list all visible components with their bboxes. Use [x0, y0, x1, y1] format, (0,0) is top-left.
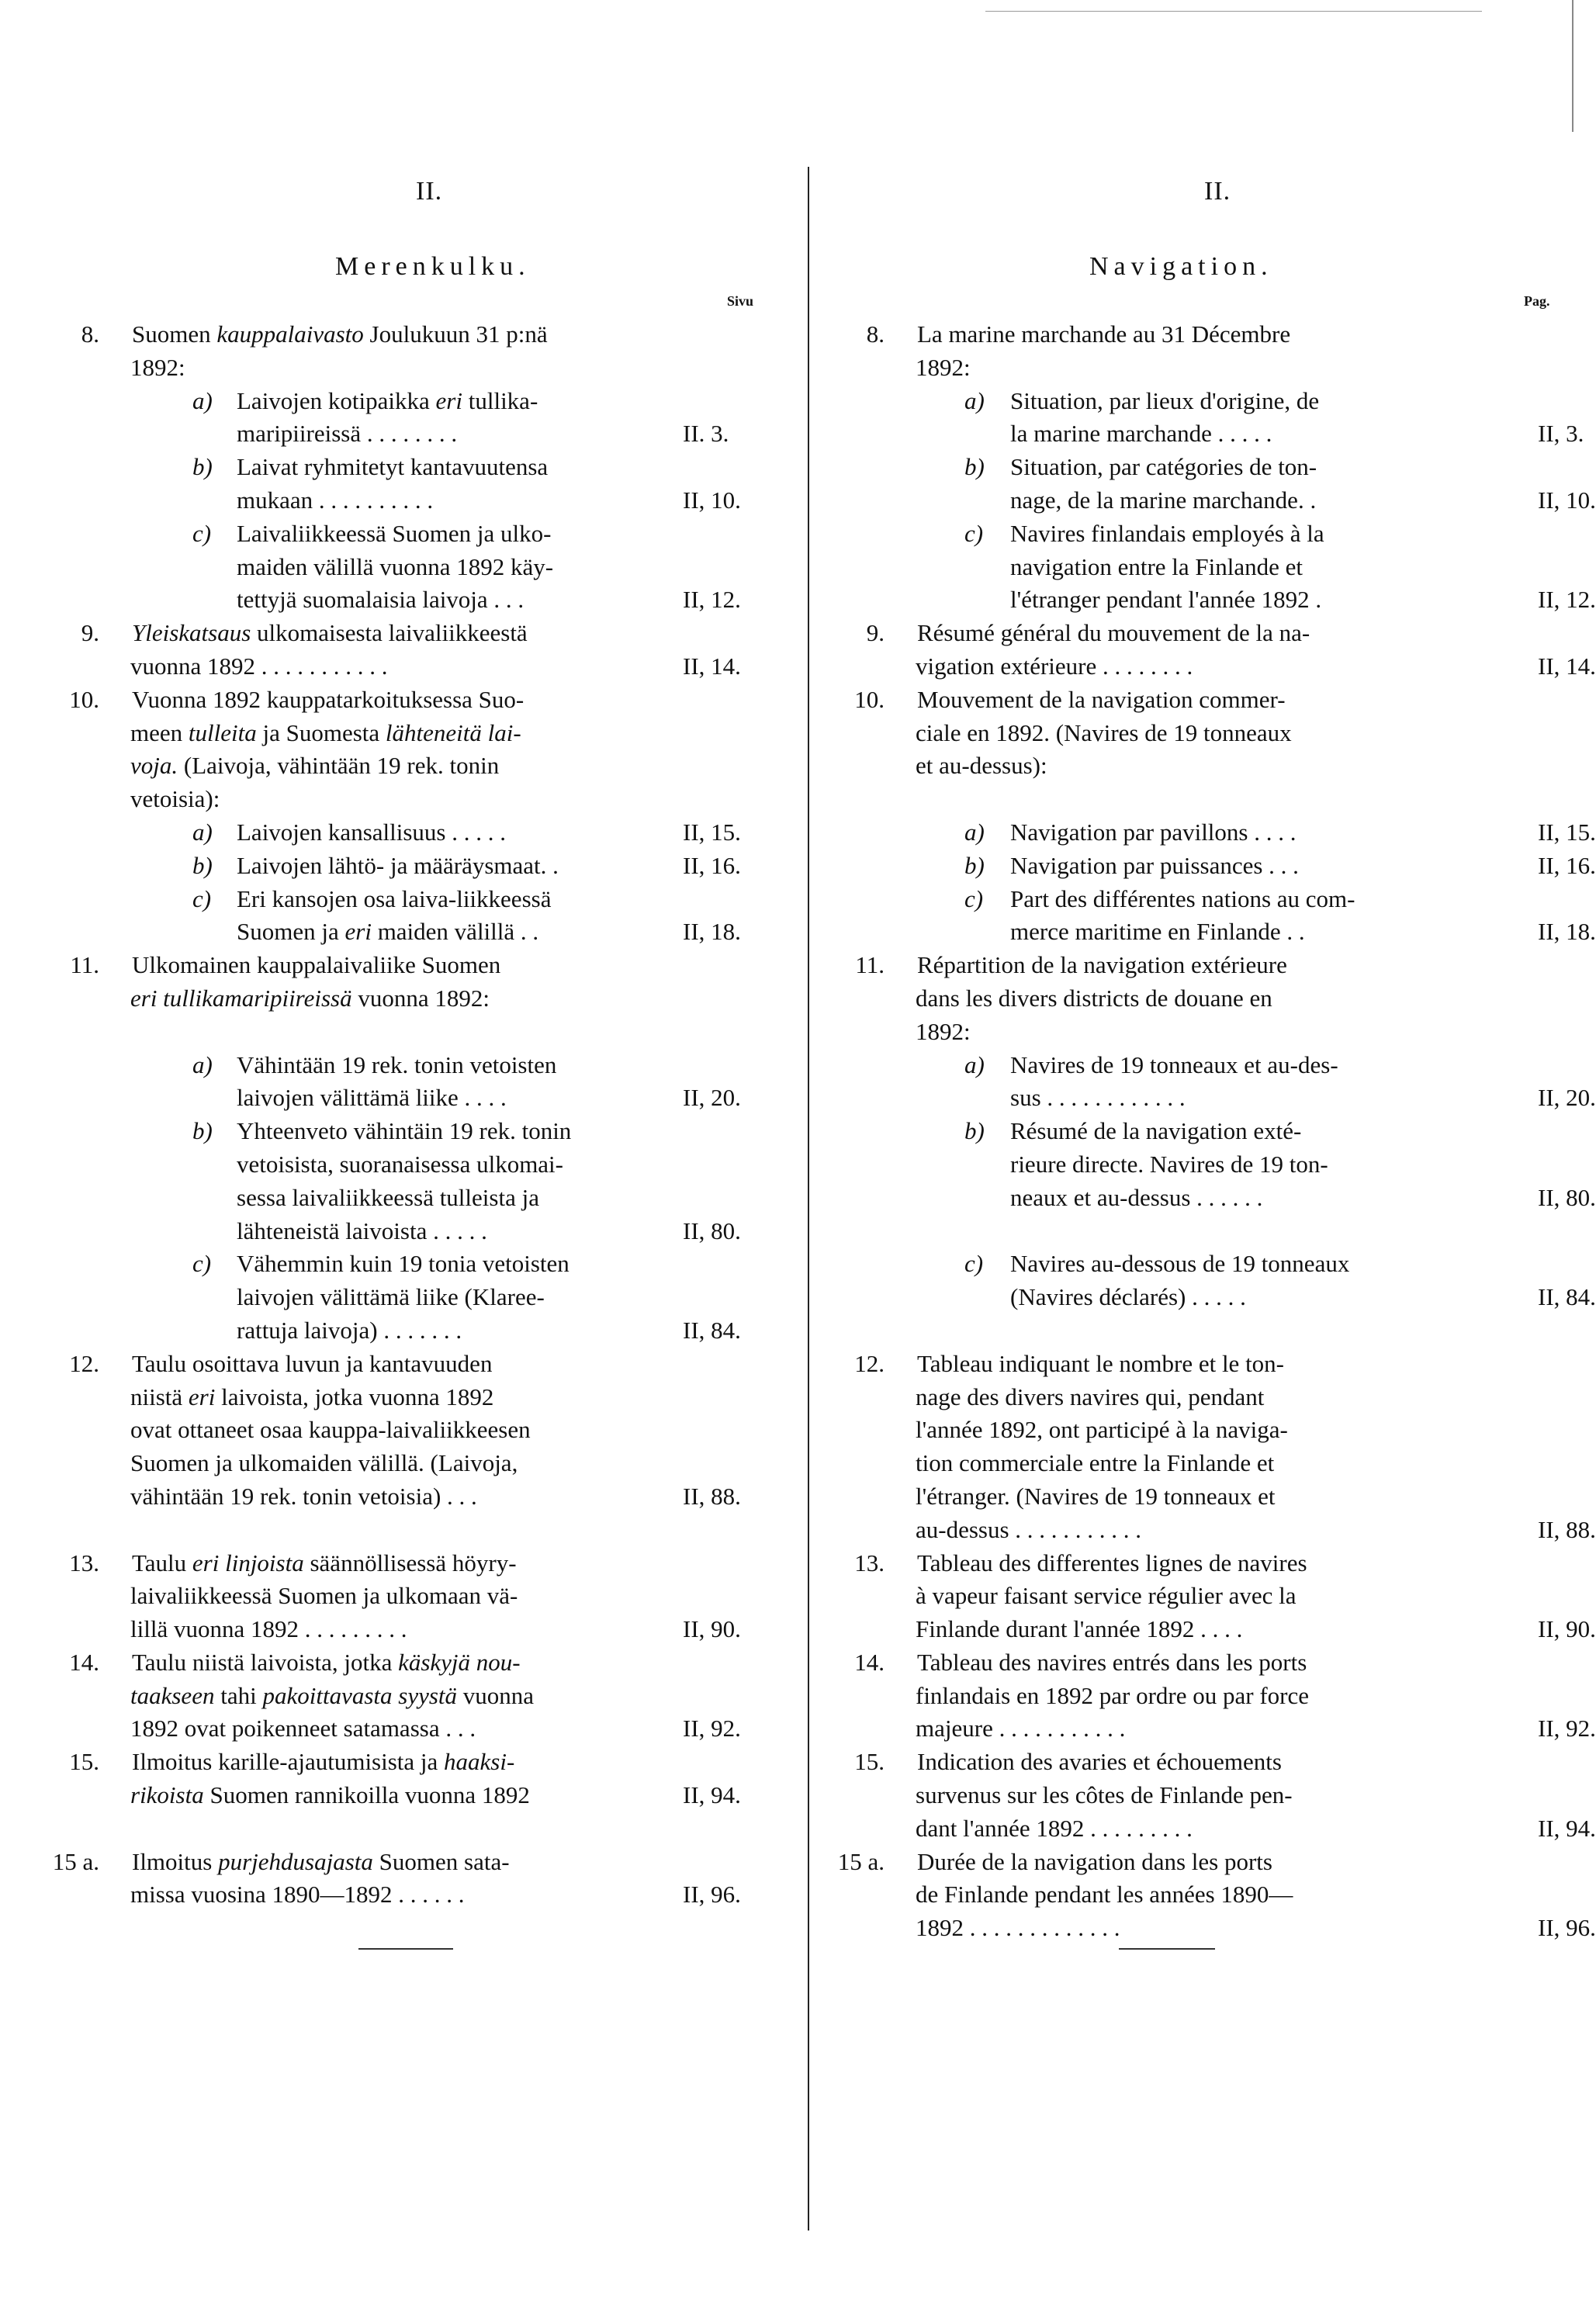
page-reference: II, 12. [683, 586, 741, 614]
entry-text-line: Résumé de la navigation exté- [1010, 1117, 1302, 1145]
toc-entry [807, 1646, 1596, 1746]
entry-text-line: Durée de la navigation dans les ports [917, 1847, 1272, 1875]
entry-text-line: niistä eri laivoista, jotka vuonna 1892 [130, 1383, 494, 1410]
page-reference: II, 20. [683, 1084, 741, 1112]
subentry-letter: a) [192, 1050, 213, 1078]
entry-text-line: rattuja laivoja) . . . . . . . [237, 1316, 462, 1344]
end-rule [358, 1948, 453, 1950]
toc-entry [0, 1248, 807, 1347]
toc-entry [0, 1846, 807, 1912]
toc-entry [807, 684, 1578, 783]
entry-text-line: eri tullikamaripiireissä vuonna 1892: [130, 984, 490, 1012]
entry-number: 12. [69, 1349, 99, 1377]
toc-entry [0, 684, 807, 816]
page-reference: II, 92. [1538, 1715, 1596, 1743]
subentry-letter: c) [192, 884, 212, 912]
entry-text-line: au-dessus . . . . . . . . . . . [916, 1515, 1142, 1543]
entry-text-line: tion commerciale entre la Finlande et [916, 1449, 1275, 1477]
page-reference: II, 3. [1538, 420, 1584, 448]
subentry-letter: a) [964, 386, 985, 414]
entry-text-line: Taulu osoittava luvun ja kantavuuden [132, 1349, 493, 1377]
entry-text-line: Laivaliikkeessä Suomen ja ulko- [237, 519, 552, 547]
entry-number: 15 a. [52, 1847, 99, 1875]
section-heading: Merenkulku. [335, 252, 531, 281]
spacer [0, 1016, 807, 1049]
subentry-letter: b) [192, 1117, 213, 1145]
toc-entry [0, 451, 807, 517]
entry-text-line: Situation, par catégories de ton- [1010, 453, 1317, 481]
entry-text-line: merce maritime en Finlande . . [1010, 918, 1305, 946]
entry-text-line: dant l'année 1892 . . . . . . . . . [916, 1814, 1193, 1842]
page-reference: II, 16. [1538, 851, 1596, 879]
entry-number: 13. [854, 1549, 885, 1576]
entry-text-line: sessa laivaliikkeessä tulleista ja [237, 1183, 539, 1211]
end-rule [1119, 1948, 1215, 1950]
entry-text-line: maiden välillä vuonna 1892 käy- [237, 552, 554, 580]
entry-text-line: Résumé général du mouvement de la na- [917, 619, 1310, 647]
scan-edge-line [985, 11, 1482, 12]
entry-text-line: Tableau indiquant le nombre et le ton- [917, 1349, 1285, 1377]
toc-entry [0, 1746, 807, 1812]
entry-text-line: laivojen välittämä liike . . . . [237, 1084, 507, 1112]
toc-entry [807, 1846, 1596, 1945]
entry-number: 11. [855, 951, 885, 979]
entry-text-line: Répartition de la navigation extérieure [917, 951, 1287, 979]
entry-text-line: Navigation par pavillons . . . . [1010, 818, 1297, 846]
entry-text-line: rieure directe. Navires de 19 ton- [1010, 1150, 1328, 1178]
entry-number: 10. [69, 685, 99, 713]
entry-text-line: Indication des avaries et échouements [917, 1748, 1282, 1776]
page-reference: II, 88. [683, 1482, 741, 1510]
spacer [0, 1514, 807, 1547]
entry-text-line: Laivat ryhmitetyt kantavuutensa [237, 453, 549, 481]
toc-entry [0, 1049, 807, 1116]
subentry-letter: a) [964, 818, 985, 846]
page-reference: II, 16. [683, 851, 741, 879]
entry-text-line: Navires finlandais employés à la [1010, 519, 1324, 547]
entry-text-line: neaux et au-dessus . . . . . . [1010, 1183, 1263, 1211]
toc-entry [807, 816, 1596, 850]
entry-text-line: Vuonna 1892 kauppatarkoituksessa Suo- [132, 685, 524, 713]
page-reference: II, 96. [683, 1881, 741, 1909]
entry-text-line: Tableau des differentes lignes de navires [917, 1549, 1307, 1576]
entry-text-line: rikoista Suomen rannikoilla vuonna 1892 [130, 1781, 530, 1809]
toc-entry [0, 517, 807, 617]
entry-text-line: 1892 . . . . . . . . . . . . . [916, 1914, 1120, 1942]
entry-text-line: vetoisia): [130, 785, 220, 813]
entry-text-line: Situation, par lieux d'origine, de [1010, 386, 1320, 414]
entry-text-line: Vähemmin kuin 19 tonia vetoisten [237, 1250, 570, 1278]
entry-text-line: ciale en 1892. (Navires de 19 tonneaux [916, 718, 1292, 746]
toc-entry [807, 1115, 1596, 1214]
toc-entry [807, 1547, 1596, 1646]
scan-edge-mark [1572, 0, 1573, 132]
entry-text-line: (Navires déclarés) . . . . . [1010, 1283, 1246, 1311]
entry-number: 11. [70, 951, 99, 979]
entry-text-line: nage des divers navires qui, pendant [916, 1383, 1265, 1410]
subentry-letter: a) [192, 818, 213, 846]
entry-text-line: l'étranger. (Navires de 19 tonneaux et [916, 1482, 1276, 1510]
toc-entry [0, 1115, 807, 1248]
entry-text-line: 1892: [916, 1017, 971, 1045]
entry-text-line: de Finlande pendant les années 1890— [916, 1881, 1293, 1909]
entry-text-line: Laivojen kotipaikka eri tullika- [237, 386, 538, 414]
subentry-letter: c) [964, 519, 984, 547]
entry-text-line: vuonna 1892 . . . . . . . . . . . [130, 652, 388, 680]
page-reference: II, 15. [1538, 818, 1596, 846]
entry-number: 9. [81, 619, 99, 647]
page-column-label: Sivu [727, 293, 754, 309]
subentry-letter: b) [192, 851, 213, 879]
entry-text-line: Suomen ja ulkomaiden välillä. (Laivoja, [130, 1449, 518, 1477]
page-reference: II, 90. [1538, 1615, 1596, 1643]
entry-number: 12. [854, 1349, 885, 1377]
page-reference: II. 3. [683, 420, 729, 448]
page-reference: II, 80. [683, 1216, 741, 1244]
entry-text-line: vigation extérieure . . . . . . . . [916, 652, 1193, 680]
entry-text-line: 1892: [916, 353, 971, 381]
entry-text-line: nage, de la marine marchande. . [1010, 486, 1317, 514]
page-reference: II, 10. [1538, 486, 1596, 514]
entry-text-line: La marine marchande au 31 Décembre [917, 320, 1291, 348]
subentry-letter: b) [964, 1117, 985, 1145]
entry-text-line: Vähintään 19 rek. tonin vetoisten [237, 1050, 557, 1078]
entry-text-line: Yleiskatsaus ulkomaisesta laivaliikkeestä [132, 619, 528, 647]
page-reference: II, 12. [1538, 586, 1596, 614]
entry-text-line: à vapeur faisant service régulier avec la [916, 1582, 1297, 1610]
entry-number: 14. [69, 1648, 99, 1676]
toc-entry [807, 883, 1596, 950]
entry-text-line: ovat ottaneet osaa kauppa-laivaliikkeesen [130, 1416, 531, 1444]
subentry-letter: a) [964, 1050, 985, 1078]
toc-entry [0, 617, 807, 684]
page-column-label: Pag. [1524, 293, 1550, 309]
toc-entry [807, 1746, 1596, 1845]
entry-text-line: la marine marchande . . . . . [1010, 420, 1272, 448]
toc-entry [807, 617, 1596, 684]
spacer [807, 783, 1578, 816]
toc-entry [0, 1348, 807, 1514]
entry-text-line: Suomen kauppalaivasto Joulukuun 31 p:nä [132, 320, 548, 348]
entry-text-line: Laivojen kansallisuus . . . . . [237, 818, 506, 846]
subentry-letter: b) [964, 851, 985, 879]
entry-text-line: Ilmoitus purjehdusajasta Suomen sata- [132, 1847, 510, 1875]
page-reference: II, 14. [683, 652, 741, 680]
subentry-letter: b) [964, 453, 985, 481]
entry-text-line: Laivojen lähtö- ja määräysmaat. . [237, 851, 559, 879]
entry-text-line: Mouvement de la navigation commer- [917, 685, 1286, 713]
subentry-letter: c) [964, 884, 984, 912]
entry-number: 13. [69, 1549, 99, 1576]
entry-text-line: laivojen välittämä liike (Klaree- [237, 1283, 545, 1311]
entry-text-line: missa vuosina 1890—1892 . . . . . . [130, 1881, 465, 1909]
toc-entry [807, 1049, 1596, 1116]
page-reference: II, 15. [683, 818, 741, 846]
entry-text-line: Ilmoitus karille-ajautumisista ja haaksi- [132, 1748, 515, 1776]
toc-entry [0, 949, 807, 1016]
entry-text-line: Taulu niistä laivoista, jotka käskyjä nou- [132, 1648, 521, 1676]
toc-entry [807, 451, 1596, 517]
entry-text-line: survenus sur les côtes de Finlande pen- [916, 1781, 1293, 1809]
entry-text-line: finlandais en 1892 par ordre ou par force [916, 1681, 1309, 1709]
entry-number: 15. [854, 1748, 885, 1776]
toc-entry [807, 1348, 1596, 1547]
entry-number: 15. [69, 1748, 99, 1776]
entry-text-line: tettyjä suomalaisia laivoja . . . [237, 586, 524, 614]
spacer [807, 1215, 1578, 1248]
toc-entry [0, 1646, 807, 1746]
part-number: II. [1204, 177, 1231, 206]
entry-text-line: meen tulleita ja Suomesta lähteneitä lai- [130, 718, 521, 746]
entry-text-line: Suomen ja eri maiden välillä . . [237, 918, 539, 946]
subentry-letter: c) [192, 519, 212, 547]
entry-text-line: Part des différentes nations au com- [1010, 884, 1355, 912]
page-reference: II, 20. [1538, 1084, 1596, 1112]
toc-entry [807, 385, 1584, 452]
entry-text-line: vähintään 19 rek. tonin vetoisia) . . . [130, 1482, 477, 1510]
entry-text-line: l'année 1892, ont participé à la naviga- [916, 1416, 1288, 1444]
entry-text-line: voja. (Laivoja, vähintään 19 rek. tonin [130, 752, 500, 780]
page-reference: II, 14. [1538, 652, 1596, 680]
toc-entry [0, 318, 807, 385]
entry-text-line: laivaliikkeessä Suomen ja ulkomaan vä- [130, 1582, 518, 1610]
page-reference: II, 94. [1538, 1814, 1596, 1842]
entry-text-line: Finlande durant l'année 1892 . . . . [916, 1615, 1243, 1643]
entry-number: 14. [854, 1648, 885, 1676]
entry-text-line: mukaan . . . . . . . . . . [237, 486, 434, 514]
page-reference: II, 88. [1538, 1515, 1596, 1543]
subentry-letter: c) [964, 1250, 984, 1278]
entry-text-line: Eri kansojen osa laiva-liikkeessä [237, 884, 552, 912]
spacer [807, 1314, 1578, 1348]
entry-text-line: Tableau des navires entrés dans les ports [917, 1648, 1307, 1676]
entry-text-line: lähteneistä laivoista . . . . . [237, 1216, 487, 1244]
subentry-letter: a) [192, 386, 213, 414]
toc-entry [807, 949, 1578, 1048]
entry-text-line: Yhteenveto vähintäin 19 rek. tonin [237, 1117, 572, 1145]
page-reference: II, 94. [683, 1781, 741, 1809]
toc-entry [807, 517, 1596, 617]
section-heading: Navigation. [1089, 252, 1273, 281]
entry-text-line: lillä vuonna 1892 . . . . . . . . . [130, 1615, 407, 1643]
entry-text-line: taakseen tahi pakoittavasta syystä vuonna [130, 1681, 535, 1709]
contents-list [0, 318, 807, 1912]
entry-text-line: navigation entre la Finlande et [1010, 552, 1303, 580]
toc-entry [0, 883, 807, 950]
entry-text-line: 1892: [130, 353, 185, 381]
entry-text-line: Ulkomainen kauppalaivaliike Suomen [132, 951, 501, 979]
entry-text-line: majeure . . . . . . . . . . . [916, 1715, 1126, 1743]
contents-list [807, 318, 1596, 1945]
page-reference: II, 96. [1538, 1914, 1596, 1942]
entry-text-line: Navigation par puissances . . . [1010, 851, 1299, 879]
toc-entry [0, 1547, 807, 1646]
page-reference: II, 84. [683, 1316, 741, 1344]
page-reference: II, 18. [683, 918, 741, 946]
page-reference: II, 84. [1538, 1283, 1596, 1311]
toc-entry [807, 850, 1596, 883]
entry-text-line: l'étranger pendant l'année 1892 . [1010, 586, 1322, 614]
entry-text-line: Navires de 19 tonneaux et au-des- [1010, 1050, 1338, 1078]
toc-entry [807, 318, 1578, 385]
entry-text-line: maripiireissä . . . . . . . . [237, 420, 458, 448]
subentry-letter: c) [192, 1250, 212, 1278]
entry-number: 8. [866, 320, 885, 348]
entry-number: 8. [81, 320, 99, 348]
entry-text-line: sus . . . . . . . . . . . . [1010, 1084, 1186, 1112]
page-reference: II, 18. [1538, 918, 1596, 946]
spacer [0, 1812, 807, 1846]
subentry-letter: b) [192, 453, 213, 481]
page-reference: II, 92. [683, 1715, 741, 1743]
entry-text-line: 1892 ovat poikenneet satamassa . . . [130, 1715, 476, 1743]
page-reference: II, 80. [1538, 1183, 1596, 1211]
entry-text-line: dans les divers districts de douane en [916, 984, 1272, 1012]
entry-number: 15 a. [837, 1847, 885, 1875]
entry-text-line: Taulu eri linjoista säännöllisessä höyry- [132, 1549, 517, 1576]
toc-entry [0, 385, 807, 452]
toc-entry [0, 816, 807, 850]
entry-text-line: Navires au-dessous de 19 tonneaux [1010, 1250, 1350, 1278]
entry-number: 10. [854, 685, 885, 713]
entry-number: 9. [866, 619, 885, 647]
toc-entry [0, 850, 807, 883]
page-reference: II, 10. [683, 486, 741, 514]
toc-entry [807, 1248, 1596, 1314]
entry-text-line: vetoisista, suoranaisessa ulkomai- [237, 1150, 563, 1178]
page-reference: II, 90. [683, 1615, 741, 1643]
part-number: II. [416, 177, 443, 206]
entry-text-line: et au-dessus): [916, 752, 1047, 780]
